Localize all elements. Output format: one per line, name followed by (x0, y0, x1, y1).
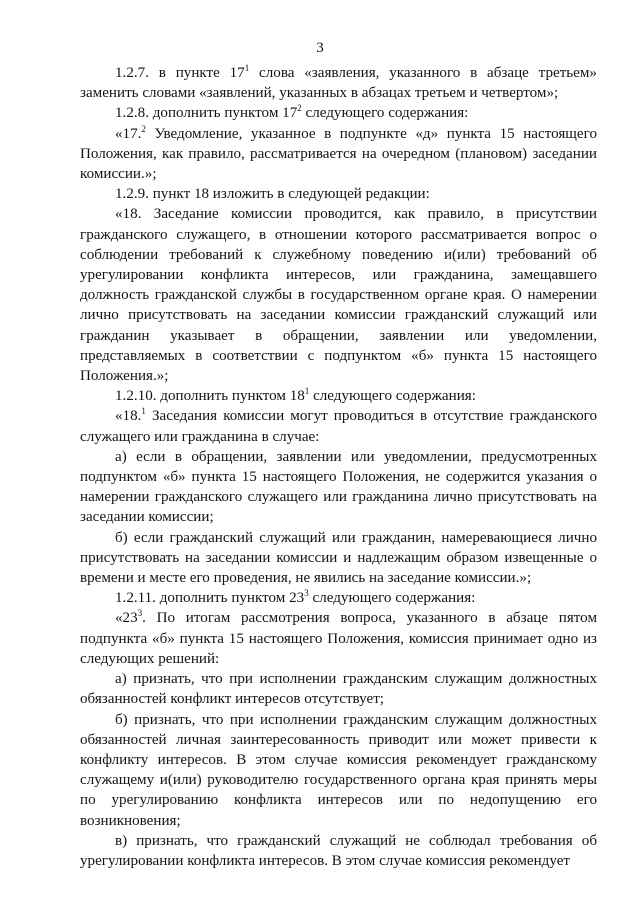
paragraph-1-2-8: 1.2.8. дополнить пунктом $17^2$ следующего содержания: (115, 103, 469, 122)
paragraph-17-2: «17.$^2$ Уведомление, указанное в подпункте «д» пункта 15 настоящего Положения, как правило, рассматривается на очередном (плановом) заседании комиссии.»; (80, 123, 597, 183)
paragraph-1-2-7: 1.2.7. в пункте $17^1$ слова «заявления, указанного в абзаце третьем» заменить словами «заявлений, указанных в абзацах третьем и четвертом»; (80, 63, 597, 102)
paragraph-18-1-b: б) если гражданский служащий или гражданин, намеревающиеся лично присутствовать на заседании комиссии и надлежащим образом извещенные о времени и месте его проведения, не явились на заседание комиссии.»; (80, 529, 597, 587)
paragraph-1-2-10: 1.2.10. дополнить пунктом $18^1$ следующего содержания: (115, 386, 476, 405)
paragraph-1-2-11: 1.2.11. дополнить пунктом $23^3$ следующего содержания: (115, 588, 476, 607)
paragraph-23-3-b: б) признать, что при исполнении гражданским служащим должностных обязанностей личная заинтересованность приводит или может привести к конфликту интересов. В этом случае комиссия рекомендует гражданскому служащему и(или) руководителю государственного органа края принять меры по урегулированию конфликта интересов или по недопущению его возникновения; (80, 711, 597, 829)
paragraph-1-2-9: 1.2.9. пункт 18 изложить в следующей редакции: (115, 186, 430, 203)
paragraph-23-3-v: в) признать, что гражданский служащий не соблюдал требования об урегулировании конфликта интересов. В этом случае комиссия рекомендует (80, 832, 597, 869)
page-number: 3 (316, 40, 324, 56)
document-body (80, 63, 597, 871)
paragraph-18-1: «18.$^1$ Заседания комиссии могут проводиться в отсутствие гражданского служащего или гражданина в случае: (80, 406, 597, 445)
paragraph-18: «18. Заседание комиссии проводится, как правило, в присутствии гражданского служащего, в отношении которого рассматривается вопрос о соблюдении требований к служебному поведению и(или) требований об урегулировании конфликта интересов, или гражданина, замещавшего должность гражданской службы в государственном органе края. О намерении лично присутствовать на заседании комиссии гражданский служащий или гражданин указывает в обращении, заявлении или уведомлении, представляемых в соответствии с подпунктом «б» пункта 15 настоящего Положения.»; (80, 206, 597, 385)
paragraph-23-3-a: а) признать, что при исполнении гражданским служащим должностных обязанностей конфликт интересов отсутствует; (80, 671, 597, 708)
paragraph-23-3: «$23^3$. По итогам рассмотрения вопроса, указанного в абзаце пятом подпункта «б» пункта 15 настоящего Положения, комиссия принимает одно из следующих решений: (80, 608, 597, 667)
paragraph-18-1-a: а) если в обращении, заявлении или уведомлении, предусмотренных подпунктом «б» пункта 15 настоящего Положения, не содержится указания о намерении гражданского служащего или гражданина лично присутствовать на заседании комиссии; (80, 448, 597, 526)
